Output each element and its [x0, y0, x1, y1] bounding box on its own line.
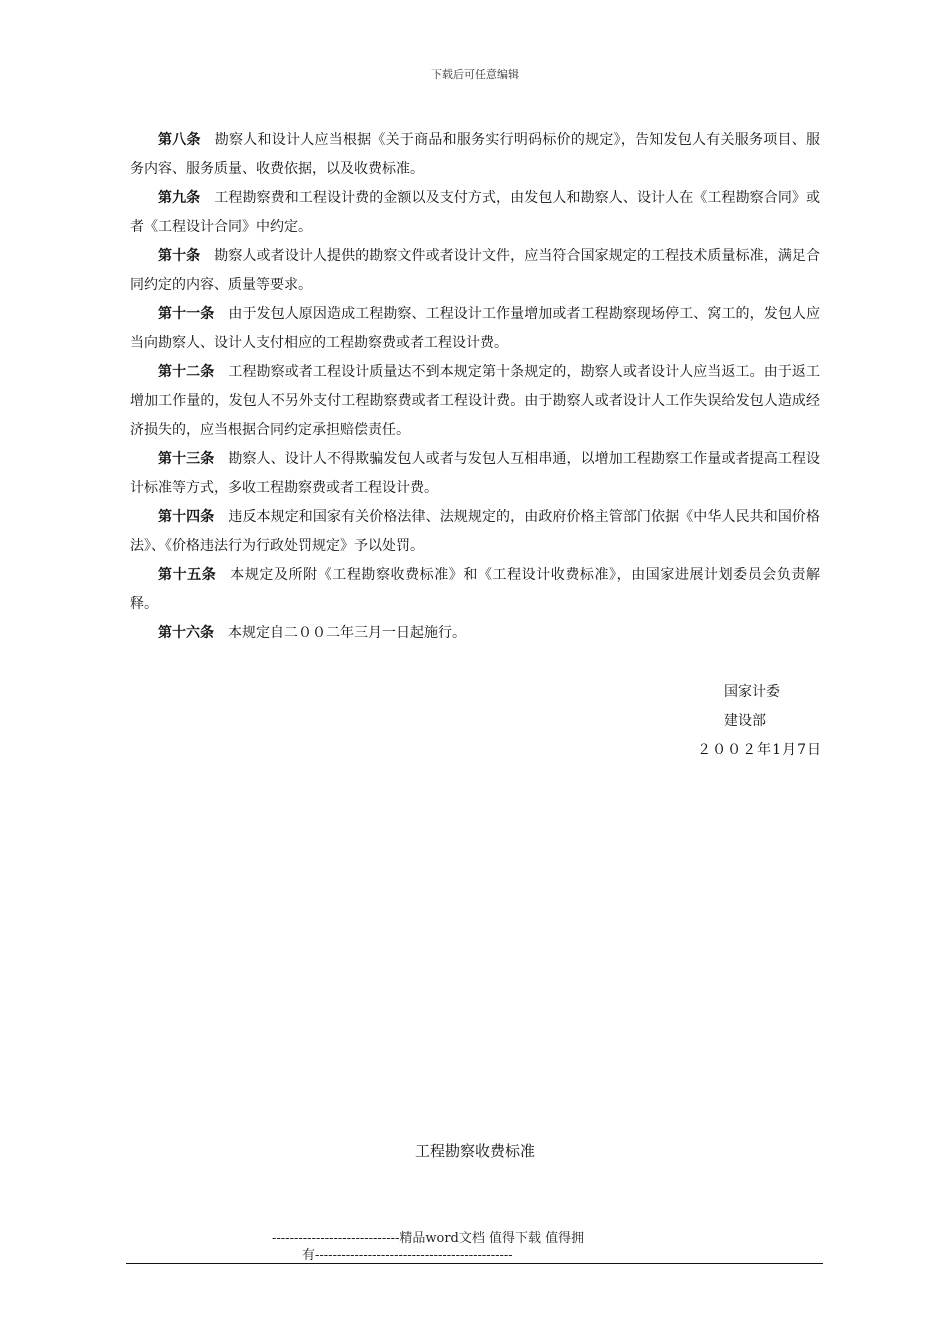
- footer-line-2: 有---------------------------------------------: [302, 1248, 513, 1263]
- article-11: [130, 300, 820, 358]
- article-label: 第十条: [158, 248, 201, 264]
- article-14: [130, 503, 820, 561]
- article-text: 工程勘察费和工程设计费的金额以及支付方式，由发包人和勘察人、设计人在《工程勘察合同》或者《工程设计合同》中约定。: [130, 190, 821, 235]
- signature-block: [600, 678, 822, 765]
- article-label: 第十四条: [158, 509, 215, 525]
- signature-date: ２００２年1月7日: [697, 742, 822, 758]
- signature-org-1: 国家计委: [724, 684, 780, 700]
- attachment-title: 工程勘察收费标准: [414, 1142, 535, 1160]
- article-text: 勘察人和设计人应当根据《关于商品和服务实行明码标价的规定》，告知发包人有关服务项目、服务内容、服务质量、收费依据，以及收费标准。: [130, 132, 820, 177]
- signature-org-2: 建设部: [724, 713, 766, 729]
- article-text: 工程勘察或者工程设计质量达不到本规定第十条规定的，勘察人或者设计人应当返工。由于返工增加工作量的，发包人不另外支付工程勘察费或者工程设计费。由于勘察人或者设计人工作失误给发包人造成经济损失的，应当根据合同约定承担赔偿责任。: [130, 364, 821, 438]
- article-label: 第十三条: [158, 451, 215, 467]
- article-text: 勘察人、设计人不得欺骗发包人或者与发包人互相串通，以增加工程勘察工作量或者提高工程设计标准等方式，多收工程勘察费或者工程设计费。: [130, 451, 821, 496]
- article-text: 本规定自二００二年三月一日起施行。: [228, 625, 466, 641]
- article-label: 第十二条: [158, 364, 215, 380]
- article-10: [130, 242, 820, 300]
- article-label: 第十六条: [158, 625, 214, 641]
- article-label: 第十一条: [158, 306, 215, 322]
- article-text: 勘察人或者设计人提供的勘察文件或者设计文件，应当符合国家规定的工程技术质量标准，满足合同约定的内容、质量等要求。: [130, 248, 821, 293]
- article-12: [130, 358, 820, 445]
- article-13: [130, 445, 820, 503]
- article-text: 由于发包人原因造成工程勘察、工程设计工作量增加或者工程勘察现场停工、窝工的，发包人应当向勘察人、设计人支付相应的工程勘察费或者工程设计费。: [130, 306, 821, 351]
- footer-line-1: -----------------------------精品word文档 值得下载 值得拥: [272, 1231, 585, 1246]
- article-16: [130, 619, 820, 648]
- header-note: 下载后可任意编辑: [431, 68, 519, 81]
- footer-rule: [126, 1263, 823, 1264]
- article-list: [130, 126, 820, 648]
- article-text: 本规定及所附《工程勘察收费标准》和《工程设计收费标准》，由国家进展计划委员会负责解释。: [130, 567, 821, 612]
- article-8: [130, 126, 820, 184]
- article-label: 第八条: [158, 132, 201, 148]
- article-text: 违反本规定和国家有关价格法律、法规规定的，由政府价格主管部门依据《中华人民共和国价格法》、《价格违法行为行政处罚规定》予以处罚。: [130, 509, 821, 554]
- article-label: 第十五条: [158, 567, 217, 583]
- article-label: 第九条: [158, 190, 201, 206]
- article-9: [130, 184, 820, 242]
- article-15: [130, 561, 820, 619]
